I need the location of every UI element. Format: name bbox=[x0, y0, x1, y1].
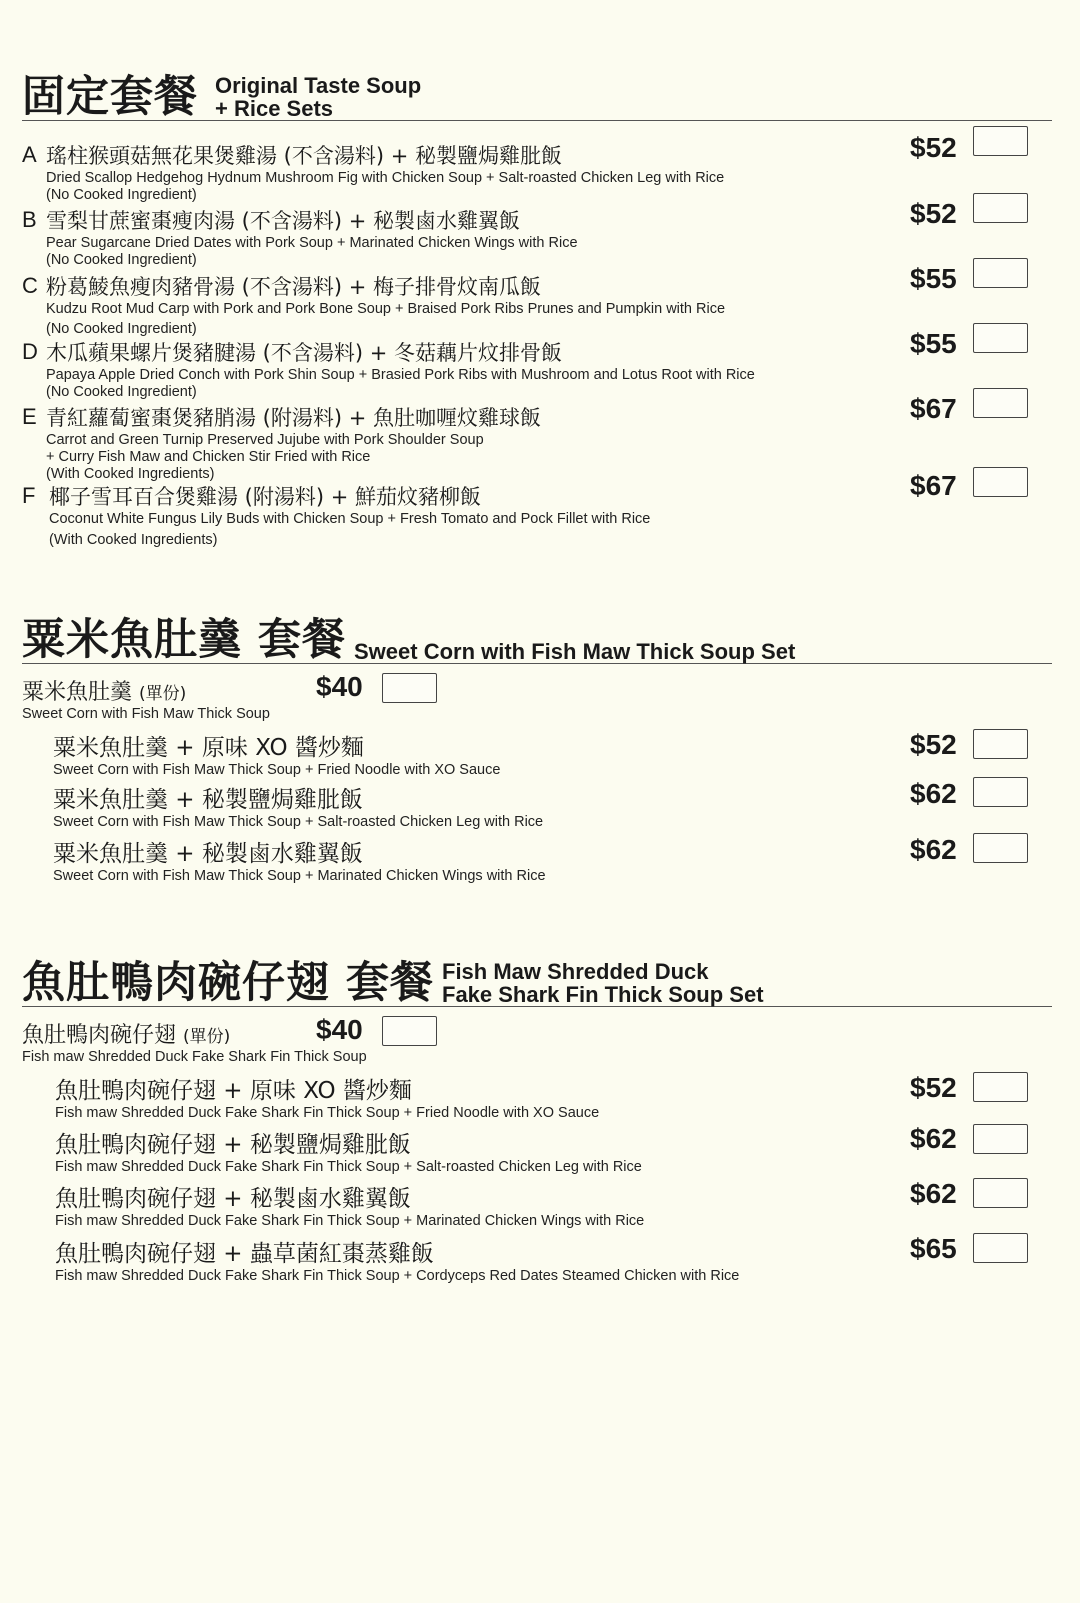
section-title-zh: 魚肚鴨肉碗仔翅 套餐 bbox=[22, 958, 434, 1008]
single-price: $40 bbox=[316, 1014, 363, 1045]
order-checkbox[interactable] bbox=[973, 833, 1028, 863]
item-price: $52 bbox=[910, 1072, 957, 1103]
order-checkbox[interactable] bbox=[973, 323, 1028, 353]
item-note: (With Cooked Ingredients) bbox=[49, 532, 218, 548]
order-checkbox[interactable] bbox=[973, 1233, 1028, 1263]
section-title-en: Sweet Corn with Fish Maw Thick Soup Set bbox=[354, 639, 796, 664]
item-name-zh: 魚肚鴨肉碗仔翅 + 原味 XO 醬炒麵 bbox=[55, 1078, 412, 1104]
item-note: (No Cooked Ingredient) bbox=[46, 321, 197, 337]
single-name-zh: 粟米魚肚羹 (單份) bbox=[22, 680, 187, 705]
order-checkbox[interactable] bbox=[973, 467, 1028, 497]
item-name-en: Dried Scallop Hedgehog Hydnum Mushroom Fig with Chicken Soup + Salt-roasted Chicken Leg with Rice bbox=[46, 170, 725, 186]
single-tag: (單份) bbox=[139, 684, 187, 704]
item-letter: A bbox=[22, 142, 37, 167]
item-name-zh: 魚肚鴨肉碗仔翅 + 秘製鹵水雞翼飯 bbox=[55, 1186, 411, 1212]
section-header bbox=[22, 603, 1052, 664]
item-name-zh: 粟米魚肚羹 + 秘製鹵水雞翼飯 bbox=[53, 841, 363, 867]
item-name-zh: 青紅蘿蔔蜜棗煲豬䏴湯 (附湯料) + 魚肚咖喱炆雞球飯 bbox=[46, 406, 542, 430]
single-name-zh: 魚肚鴨肉碗仔翅 (單份) bbox=[22, 1023, 231, 1048]
item-name-en: Fish maw Shredded Duck Fake Shark Fin Thick Soup + Salt-roasted Chicken Leg with Rice bbox=[55, 1159, 642, 1175]
item-name-en: Carrot and Green Turnip Preserved Jujube with Pork Shoulder Soup bbox=[46, 432, 484, 448]
item-letter: F bbox=[22, 483, 36, 508]
item-name-en: Fish maw Shredded Duck Fake Shark Fin Thick Soup + Marinated Chicken Wings with Rice bbox=[55, 1213, 645, 1229]
item-letter: D bbox=[22, 339, 38, 364]
section-title-zh: 粟米魚肚羹 套餐 bbox=[22, 615, 346, 665]
order-checkbox[interactable] bbox=[973, 1124, 1028, 1154]
item-letter: B bbox=[22, 207, 37, 232]
item-price: $52 bbox=[910, 132, 957, 163]
item-name-en: Fish maw Shredded Duck Fake Shark Fin Thick Soup + Fried Noodle with XO Sauce bbox=[55, 1105, 600, 1121]
item-price: $62 bbox=[910, 778, 957, 809]
item-price: $55 bbox=[910, 328, 957, 359]
item-note: (No Cooked Ingredient) bbox=[46, 187, 197, 203]
item-price: $65 bbox=[910, 1233, 957, 1264]
item-name-zh: 木瓜蘋果螺片煲豬腱湯 (不含湯料) + 冬菇藕片炆排骨飯 bbox=[46, 341, 563, 365]
item-note: (No Cooked Ingredient) bbox=[46, 252, 197, 268]
item-name-en: Sweet Corn with Fish Maw Thick Soup + Salt-roasted Chicken Leg with Rice bbox=[53, 814, 544, 830]
order-checkbox[interactable] bbox=[973, 193, 1028, 223]
section-title-en: Fish Maw Shredded Duck Fake Shark Fin Thick Soup Set bbox=[442, 959, 764, 1007]
item-name-zh: 瑤柱猴頭菇無花果煲雞湯 (不含湯料) + 秘製鹽焗雞肶飯 bbox=[46, 144, 563, 168]
single-portion-item bbox=[22, 671, 1052, 723]
item-name-zh: 粟米魚肚羹 + 秘製鹽焗雞肶飯 bbox=[53, 787, 363, 813]
item-name-en: Kudzu Root Mud Carp with Pork and Pork Bone Soup + Braised Pork Ribs Prunes and Pumpkin with Rice bbox=[46, 301, 726, 317]
section-header bbox=[22, 60, 1052, 121]
item-name-en: Papaya Apple Dried Conch with Pork Shin Soup + Brasied Pork Ribs with Mushroom and Lotus Root with Rice bbox=[46, 367, 755, 383]
order-checkbox[interactable] bbox=[973, 777, 1028, 807]
item-name-en: Sweet Corn with Fish Maw Thick Soup + Marinated Chicken Wings with Rice bbox=[53, 868, 546, 884]
order-checkbox[interactable] bbox=[973, 1072, 1028, 1102]
single-price: $40 bbox=[316, 671, 363, 702]
item-name-en: Sweet Corn with Fish Maw Thick Soup + Fried Noodle with XO Sauce bbox=[53, 762, 501, 778]
single-name-en: Sweet Corn with Fish Maw Thick Soup bbox=[22, 706, 270, 722]
single-name-en: Fish maw Shredded Duck Fake Shark Fin Thick Soup bbox=[22, 1049, 367, 1065]
item-name-en: Fish maw Shredded Duck Fake Shark Fin Thick Soup + Cordyceps Red Dates Steamed Chicken with Rice bbox=[55, 1268, 740, 1284]
order-checkbox[interactable] bbox=[973, 388, 1028, 418]
single-portion-item bbox=[22, 1014, 1052, 1066]
section-sweet-corn-fish-maw-set bbox=[22, 603, 1052, 884]
item-name-zh: 粟米魚肚羹 + 原味 XO 醬炒麵 bbox=[53, 735, 364, 761]
order-checkbox[interactable] bbox=[382, 1016, 437, 1046]
item-price: $62 bbox=[910, 1123, 957, 1154]
item-note: (With Cooked Ingredients) bbox=[46, 466, 215, 482]
section-fish-maw-duck-shark-fin-set bbox=[22, 946, 1052, 1284]
item-name-zh: 魚肚鴨肉碗仔翅 + 秘製鹽焗雞肶飯 bbox=[55, 1132, 411, 1158]
item-price: $52 bbox=[910, 198, 957, 229]
section-header bbox=[22, 946, 1052, 1007]
item-price: $52 bbox=[910, 729, 957, 760]
item-price: $67 bbox=[910, 393, 957, 424]
order-checkbox[interactable] bbox=[973, 258, 1028, 288]
section-title-en: Original Taste Soup + Rice Sets bbox=[215, 73, 422, 121]
item-name-en: Coconut White Fungus Lily Buds with Chicken Soup + Fresh Tomato and Pock Fillet with Rice bbox=[49, 511, 651, 527]
item-name-zh: 椰子雪耳百合煲雞湯 (附湯料) + 鮮茄炆豬柳飯 bbox=[49, 485, 482, 509]
order-checkbox[interactable] bbox=[382, 673, 437, 703]
order-checkbox[interactable] bbox=[973, 126, 1028, 156]
item-price: $62 bbox=[910, 834, 957, 865]
section-title-zh: 固定套餐 bbox=[22, 72, 198, 122]
order-checkbox[interactable] bbox=[973, 729, 1028, 759]
item-price: $55 bbox=[910, 263, 957, 294]
item-price: $62 bbox=[910, 1178, 957, 1209]
item-letter: E bbox=[22, 404, 37, 429]
item-letter: C bbox=[22, 273, 38, 298]
item-name-en: Pear Sugarcane Dried Dates with Pork Soup + Marinated Chicken Wings with Rice bbox=[46, 235, 578, 251]
item-price: $67 bbox=[910, 470, 957, 501]
section-original-taste-soup-rice-sets bbox=[22, 60, 1052, 548]
item-name-zh: 魚肚鴨肉碗仔翅 + 蟲草菌紅棗蒸雞飯 bbox=[55, 1241, 434, 1267]
item-name-zh: 粉葛鯪魚瘦肉豬骨湯 (不含湯料) + 梅子排骨炆南瓜飯 bbox=[46, 275, 542, 299]
single-tag: (單份) bbox=[183, 1027, 231, 1047]
item-name-en-cont: + Curry Fish Maw and Chicken Stir Fried with Rice bbox=[46, 449, 371, 465]
order-checkbox[interactable] bbox=[973, 1178, 1028, 1208]
item-name-zh: 雪梨甘蔗蜜棗瘦肉湯 (不含湯料) + 秘製鹵水雞翼飯 bbox=[46, 209, 521, 233]
item-note: (No Cooked Ingredient) bbox=[46, 384, 197, 400]
